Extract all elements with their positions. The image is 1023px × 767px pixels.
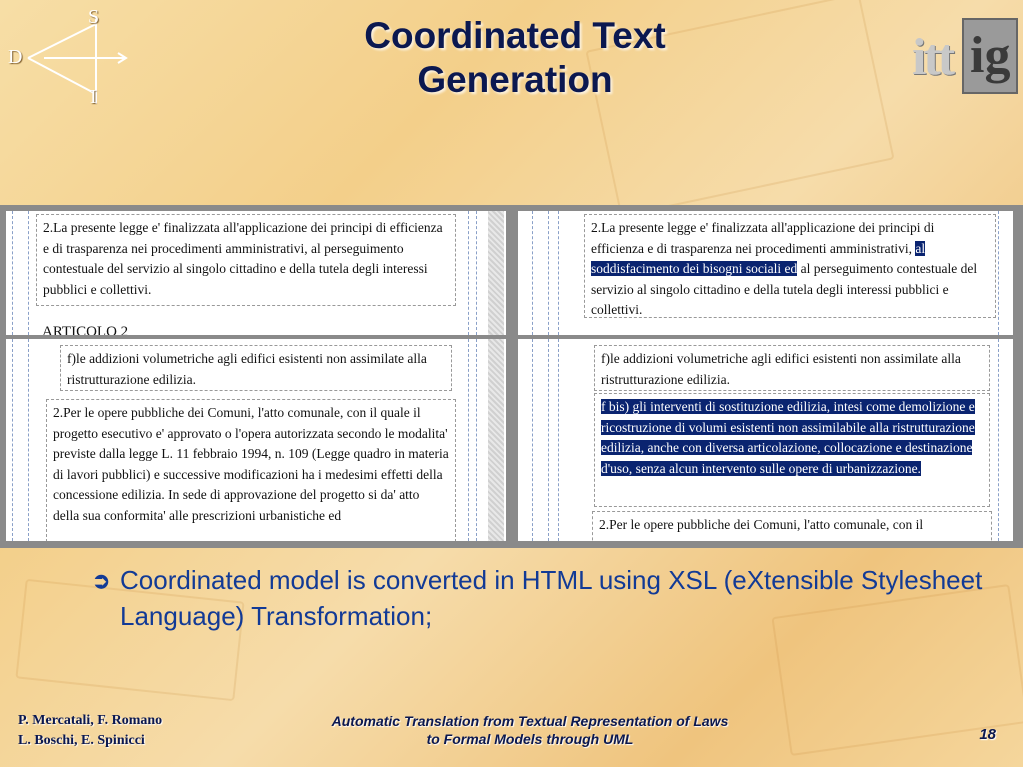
scrollbar[interactable] [488, 339, 504, 541]
ittig-logo [912, 18, 1020, 96]
footer-title-line-1: Automatic Translation from Textual Representation of Laws [331, 713, 729, 729]
inserted-text-highlight[interactable]: al soddisfacimento dei bisogni sociali ed [591, 240, 926, 276]
title-line-2: Generation [417, 59, 613, 100]
margin-guide [468, 339, 469, 541]
margin-guide [532, 211, 533, 335]
inserted-text-highlight[interactable]: f bis) gli interventi di sostituzione edilizia, intesi come demolizione e ricostruzione di volumi esistenti non assimilabile alla ristrutturazione edilizia, anche con diversa articolazione, collocazione e destinazione d'uso, senza alcun intervento sulle opere di urbanizzazione. [601, 399, 975, 476]
authors-line-2: L. Boschi, E. Spinicci [18, 733, 145, 748]
logo-letter-d: D [8, 46, 23, 68]
list-item-f: f)le addizioni volumetriche agli edifici esistenti non assimilate alla ristrutturazione edilizia. [60, 345, 452, 391]
logo-letter-s: S [88, 6, 100, 28]
article-paragraph: 2.La presente legge e' finalizzata all'applicazione dei principi di efficienza e di trasparenza nei procedimenti amministrativi, al perseguimento contestuale del servizio al singolo cittadino e della tutela degli interessi pubblici e collettivi. [36, 214, 456, 306]
list-item-f: f)le addizioni volumetriche agli edifici esistenti non assimilate alla ristrutturazione edilizia. [594, 345, 990, 391]
footer-authors [18, 711, 162, 751]
paragraph-text: al perseguimento contestuale del servizio al singolo cittadino e della tutela degli interessi pubblici e collettivi. [591, 261, 978, 317]
pane-bottom-left [6, 339, 506, 541]
margin-guide [12, 339, 13, 541]
inserted-item-fbis [594, 393, 990, 507]
ittig-logo-text: itt [912, 29, 953, 86]
footer-title-line-2: to Formal Models through UML [426, 731, 634, 747]
margin-guide [548, 339, 549, 541]
ittig-logo-box-text: ig [970, 27, 1011, 84]
margin-guide [558, 339, 559, 541]
pane-bottom-right [518, 339, 1013, 541]
article-heading: ARTICOLO 2 [42, 324, 129, 335]
margin-guide [548, 211, 549, 335]
margin-guide [12, 211, 13, 335]
page-number: 18 [979, 726, 996, 743]
arrow-bullet-icon: ➲ [92, 568, 111, 593]
dsi-logo [4, 6, 134, 110]
logo-letter-i: I [90, 86, 97, 108]
margin-guide [476, 339, 477, 541]
article-paragraph: 2.Per le opere pubbliche dei Comuni, l'atto comunale, con il quale il progetto esecutivo e' approvato o l'opera autorizzata secondo le modalita' previste dalla legge L. 11 febbraio 1994, n. 109 (Legge quadro in materia di lavori pubblici) e successive modificazioni ha i medesimi effetti della concessione edilizia. In sede di approvazione del progetto si da' atto della sua conformita' alle prescrizioni urbanistiche ed [46, 399, 456, 541]
margin-guide [532, 339, 533, 541]
comparison-screenshot [0, 205, 1023, 548]
margin-guide [468, 211, 469, 335]
article-paragraph: 2.Per le opere pubbliche dei Comuni, l'atto comunale, con il [592, 511, 992, 541]
slide-title [250, 14, 780, 102]
pane-top-left [6, 211, 506, 335]
dsi-logo-lines [4, 6, 134, 110]
article-paragraph-highlighted [584, 214, 996, 318]
margin-guide [558, 211, 559, 335]
authors-line-1: P. Mercatali, F. Romano [18, 713, 163, 728]
margin-guide [476, 211, 477, 335]
paragraph-text: 2.La presente legge e' finalizzata all'applicazione dei principi di efficienza e di trasparenza nei procedimenti amministrativi, [591, 220, 935, 256]
title-line-1: Coordinated Text [364, 15, 666, 56]
ittig-logo-box [962, 18, 1018, 94]
margin-guide [998, 211, 999, 335]
margin-guide [998, 339, 999, 541]
pane-top-right [518, 211, 1013, 335]
bullet-text: Coordinated model is converted in HTML using XSL (eXtensible Stylesheet Language) Transformation; [120, 565, 983, 631]
margin-guide [28, 211, 29, 335]
footer-title [250, 712, 810, 748]
scrollbar[interactable] [488, 211, 504, 335]
margin-guide [28, 339, 29, 541]
